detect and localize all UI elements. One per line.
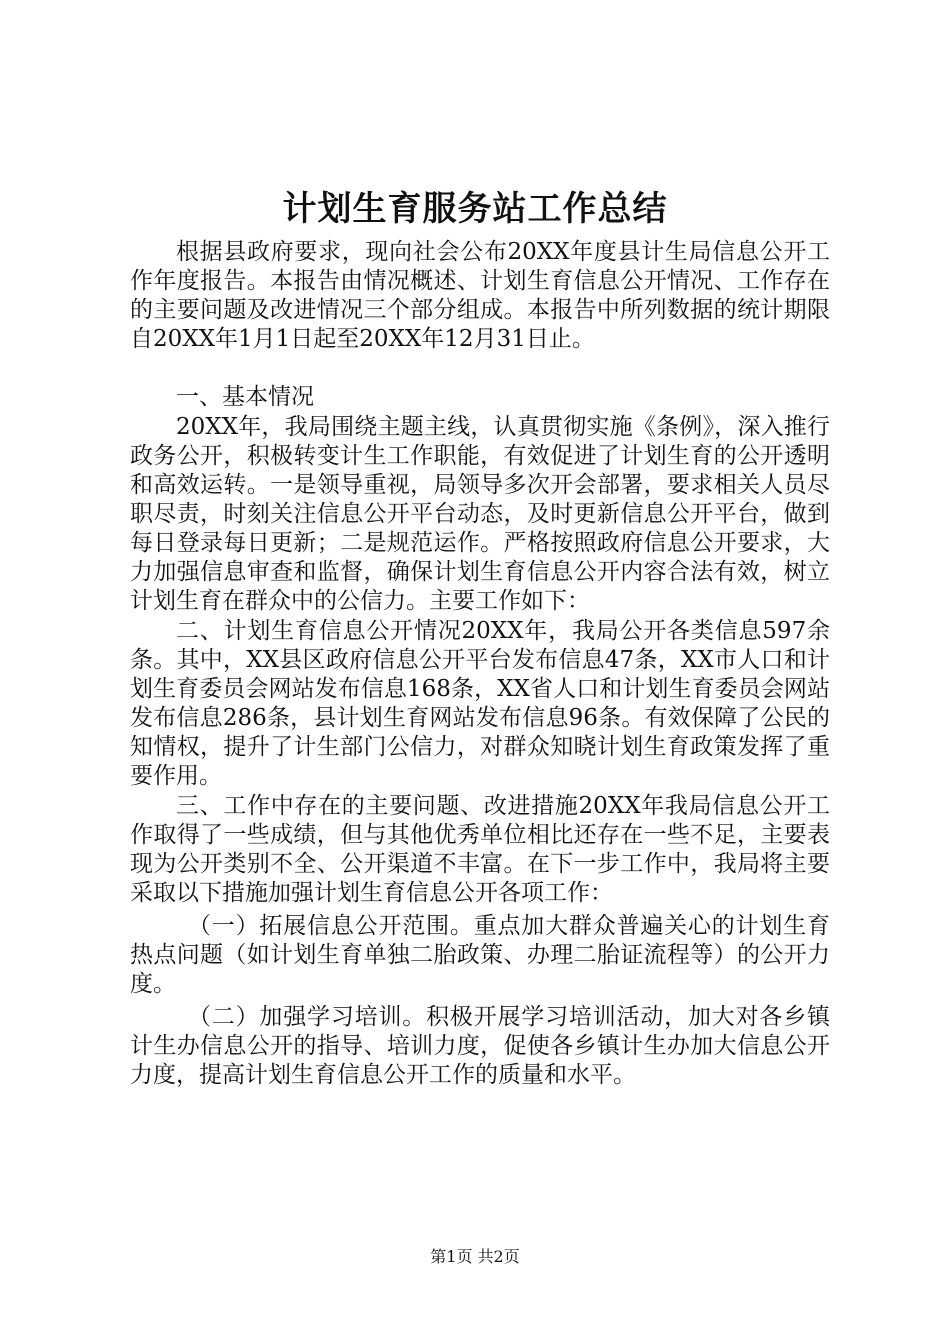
- page-number-footer: 第1页 共2页: [430, 1247, 520, 1266]
- basic-situation-paragraph: 20XX年，我局围绕主题主线，认真贯彻实施《条例》，深入推行政务公开，积极转变计生工作职能，有效促进了计划生育的公开透明和高效运转。一是领导重视，局领导多次开会部署，要求相关人员尽职尽责，时刻关注信息公开平台动态，及时更新信息公开平台，做到每日登录每日更新；二是规范运作。严格按照政府信息公开要求，大力加强信息审查和监督，确保计划生育信息公开内容合法有效，树立计划生育在群众中的公信力。主要工作如下：: [130, 414, 830, 614]
- measure-one-paragraph: （一）拓展信息公开范围。重点加大群众普遍关心的计划生育热点问题（如计划生育单独二胎政策、办理二胎证流程等）的公开力度。: [130, 913, 830, 997]
- problems-paragraph: 三、工作中存在的主要问题、改进措施20XX年我局信息公开工作取得了一些成绩，但与其他优秀单位相比还存在一些不足，主要表现为公开类别不全、公开渠道不丰富。在下一步工作中，我局将主要采取以下措施加强计划生育信息公开各项工作：: [130, 793, 830, 906]
- document-title: 计划生育服务站工作总结: [282, 189, 668, 229]
- document-body: [130, 238, 830, 1091]
- disclosure-paragraph: 二、计划生育信息公开情况20XX年，我局公开各类信息597余条。其中，XX县区政府信息公开平台发布信息47条，XX市人口和计划生育委员会网站发布信息168条，XX省人口和计划生育委员会网站发布信息286条，县计划生育网站发布信息96条。有效保障了公民的知情权，提升了计生部门公信力，对群众知晓计划生育政策发挥了重要作用。: [130, 618, 830, 789]
- measure-two-paragraph: （二）加强学习培训。积极开展学习培训活动，加大对各乡镇计生办信息公开的指导、培训力度，促使各乡镇计生办加大信息公开力度，提高计划生育信息公开工作的质量和水平。: [130, 1004, 830, 1088]
- intro-paragraph: 根据县政府要求，现向社会公布20XX年度县计生局信息公开工作年度报告。本报告由情况概述、计划生育信息公开情况、工作存在的主要问题及改进情况三个部分组成。本报告中所列数据的统计期限自20XX年1月1日起至20XX年12月31日止。: [130, 239, 830, 352]
- section-heading-basic: 一、基本情况: [176, 384, 314, 410]
